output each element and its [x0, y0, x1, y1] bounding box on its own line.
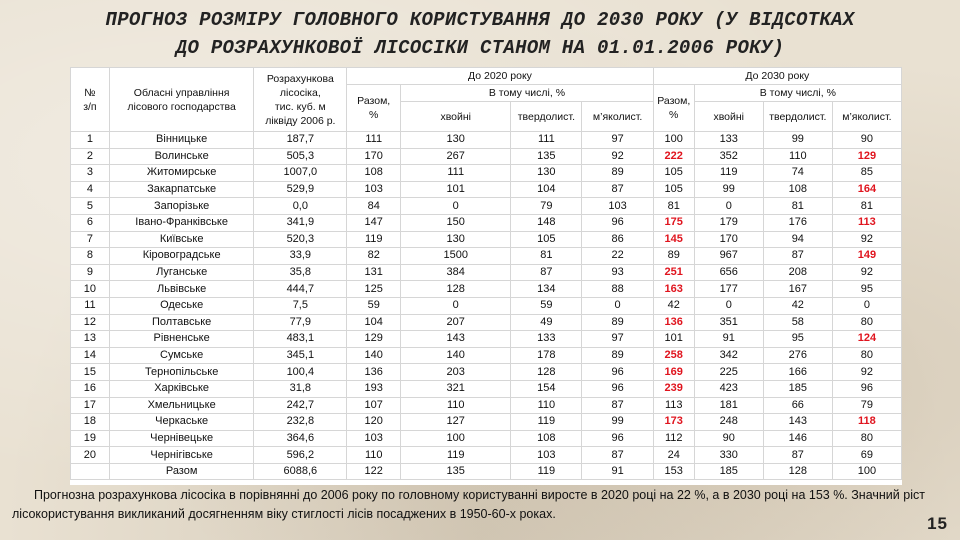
cut-volume-cell: 77,9	[254, 314, 347, 331]
title-line-2: ДО РОЗРАХУНКОВОЇ ЛІСОСІКИ СТАНОМ НА 01.01.2006 РОКУ)	[175, 37, 785, 59]
table-row	[71, 447, 902, 464]
hard-2020-cell: 134	[511, 281, 582, 298]
region-name-cell: Чернігівське	[109, 447, 254, 464]
soft-2020-cell: 92	[582, 148, 653, 165]
total-2020-cell: 131	[347, 264, 401, 281]
soft-2030-cell: 80	[832, 347, 901, 364]
total-2030-cell: 113	[653, 397, 694, 414]
total-2030-cell: 101	[653, 331, 694, 348]
total-2020-cell: 103	[347, 181, 401, 198]
conif-2020-cell: 110	[401, 397, 511, 414]
header-number	[71, 68, 110, 132]
region-name-cell: Закарпатське	[109, 181, 254, 198]
total-2020-cell: 107	[347, 397, 401, 414]
conif-2020-cell: 119	[401, 447, 511, 464]
soft-2020-cell: 96	[582, 430, 653, 447]
forecast-table	[70, 67, 902, 480]
total-2020-cell: 140	[347, 347, 401, 364]
cut-volume-cell: 100,4	[254, 364, 347, 381]
total-2030-cell: 258	[653, 347, 694, 364]
soft-2020-cell: 89	[582, 314, 653, 331]
row-number-cell: 3	[71, 165, 110, 182]
total-2020-cell: 110	[347, 447, 401, 464]
conif-2020-cell: 203	[401, 364, 511, 381]
hard-2030-cell: 166	[763, 364, 832, 381]
hard-2030-cell: 208	[763, 264, 832, 281]
table-row	[71, 331, 902, 348]
region-name-cell: Запорізьке	[109, 198, 254, 215]
region-name-cell: Одеське	[109, 297, 254, 314]
row-number-cell: 18	[71, 414, 110, 431]
total-2030-cell: 24	[653, 447, 694, 464]
table-row	[71, 297, 902, 314]
soft-2030-cell: 80	[832, 430, 901, 447]
soft-2020-cell: 93	[582, 264, 653, 281]
soft-2030-cell: 0	[832, 297, 901, 314]
total-2020-cell: 119	[347, 231, 401, 248]
header-total-2030-line1: Разом,	[657, 95, 691, 107]
hard-2020-cell: 133	[511, 331, 582, 348]
region-name-cell: Сумське	[109, 347, 254, 364]
hard-2020-cell: 130	[511, 165, 582, 182]
region-name-cell: Кіровоградське	[109, 248, 254, 265]
hard-2020-cell: 108	[511, 430, 582, 447]
conif-2030-cell: 225	[694, 364, 763, 381]
row-number-cell: 10	[71, 281, 110, 298]
row-number-cell: 17	[71, 397, 110, 414]
soft-2020-cell: 96	[582, 214, 653, 231]
hard-2030-cell: 94	[763, 231, 832, 248]
hard-2030-cell: 276	[763, 347, 832, 364]
conif-2020-cell: 384	[401, 264, 511, 281]
cut-volume-cell: 483,1	[254, 331, 347, 348]
hard-2030-cell: 81	[763, 198, 832, 215]
conif-2020-cell: 0	[401, 297, 511, 314]
cut-volume-cell: 341,9	[254, 214, 347, 231]
total-2020-cell: 111	[347, 132, 401, 149]
conif-2030-cell: 0	[694, 198, 763, 215]
conif-2030-cell: 170	[694, 231, 763, 248]
conif-2030-cell: 181	[694, 397, 763, 414]
hard-2030-cell: 110	[763, 148, 832, 165]
page-number: 15	[927, 514, 948, 533]
region-name-cell: Харківське	[109, 380, 254, 397]
hard-2020-cell: 148	[511, 214, 582, 231]
region-name-cell: Волинське	[109, 148, 254, 165]
cut-volume-cell: 35,8	[254, 264, 347, 281]
conif-2030-cell: 133	[694, 132, 763, 149]
total-2030-cell: 173	[653, 414, 694, 431]
total-2020-cell: 147	[347, 214, 401, 231]
table-row	[71, 181, 902, 198]
title-line-1: ПРОГНОЗ РОЗМІРУ ГОЛОВНОГО КОРИСТУВАННЯ ДО 2030 РОКУ (У ВІДСОТКАХ	[105, 9, 855, 31]
cut-volume-cell: 505,3	[254, 148, 347, 165]
row-number-cell: 12	[71, 314, 110, 331]
total-2030-cell: 175	[653, 214, 694, 231]
soft-2030-cell: 164	[832, 181, 901, 198]
conif-2020-cell: 143	[401, 331, 511, 348]
total-2030-cell: 145	[653, 231, 694, 248]
total-2030-cell: 100	[653, 132, 694, 149]
total-2030-cell: 105	[653, 181, 694, 198]
hard-2030-cell: 87	[763, 248, 832, 265]
row-number-cell	[71, 463, 110, 480]
conif-2030-cell: 342	[694, 347, 763, 364]
row-number-cell: 5	[71, 198, 110, 215]
hard-2020-cell: 111	[511, 132, 582, 149]
soft-2030-cell: 80	[832, 314, 901, 331]
table-row	[71, 463, 902, 480]
table-row	[71, 231, 902, 248]
region-name-cell: Івано-Франківське	[109, 214, 254, 231]
total-2020-cell: 170	[347, 148, 401, 165]
soft-2020-cell: 88	[582, 281, 653, 298]
soft-2030-cell: 124	[832, 331, 901, 348]
conif-2030-cell: 330	[694, 447, 763, 464]
row-number-cell: 11	[71, 297, 110, 314]
hard-2020-cell: 154	[511, 380, 582, 397]
header-conif-2030: хвойні	[694, 102, 763, 132]
hard-2020-cell: 49	[511, 314, 582, 331]
soft-2020-cell: 86	[582, 231, 653, 248]
soft-2030-cell: 85	[832, 165, 901, 182]
cut-volume-cell: 345,1	[254, 347, 347, 364]
total-2020-cell: 59	[347, 297, 401, 314]
soft-2030-cell: 81	[832, 198, 901, 215]
row-number-cell: 1	[71, 132, 110, 149]
cut-volume-cell: 33,9	[254, 248, 347, 265]
total-2030-cell: 163	[653, 281, 694, 298]
soft-2020-cell: 89	[582, 165, 653, 182]
total-2020-cell: 122	[347, 463, 401, 480]
table-row	[71, 214, 902, 231]
conif-2020-cell: 1500	[401, 248, 511, 265]
total-2020-cell: 125	[347, 281, 401, 298]
row-number-cell: 2	[71, 148, 110, 165]
soft-2030-cell: 92	[832, 364, 901, 381]
header-cut-line4: ліквіду 2006 р.	[265, 114, 336, 127]
soft-2030-cell: 96	[832, 380, 901, 397]
conif-2030-cell: 185	[694, 463, 763, 480]
row-number-cell: 7	[71, 231, 110, 248]
conif-2030-cell: 248	[694, 414, 763, 431]
table-body	[71, 132, 902, 480]
row-number-cell: 19	[71, 430, 110, 447]
header-incl-2020: В тому числі, %	[401, 85, 654, 102]
header-total-2020	[347, 85, 401, 132]
soft-2020-cell: 22	[582, 248, 653, 265]
soft-2020-cell: 103	[582, 198, 653, 215]
soft-2030-cell: 149	[832, 248, 901, 265]
region-name-cell: Львівське	[109, 281, 254, 298]
header-hard-2030: твердолист.	[763, 102, 832, 132]
region-name-cell: Полтавське	[109, 314, 254, 331]
conif-2020-cell: 111	[401, 165, 511, 182]
hard-2030-cell: 143	[763, 414, 832, 431]
soft-2020-cell: 87	[582, 447, 653, 464]
header-to-2020: До 2020 року	[347, 68, 653, 85]
hard-2030-cell: 185	[763, 380, 832, 397]
header-cut-line3: тис. куб. м	[274, 100, 326, 113]
hard-2020-cell: 81	[511, 248, 582, 265]
cut-volume-cell: 520,3	[254, 231, 347, 248]
total-2020-cell: 104	[347, 314, 401, 331]
row-number-cell: 8	[71, 248, 110, 265]
total-2030-cell: 42	[653, 297, 694, 314]
header-number-line1: №	[84, 86, 96, 99]
table-row	[71, 281, 902, 298]
conif-2030-cell: 90	[694, 430, 763, 447]
cut-volume-cell: 444,7	[254, 281, 347, 298]
cut-volume-cell: 1007,0	[254, 165, 347, 182]
soft-2030-cell: 129	[832, 148, 901, 165]
header-region-line2: лісового господарства	[127, 100, 236, 113]
soft-2030-cell: 92	[832, 264, 901, 281]
hard-2030-cell: 108	[763, 181, 832, 198]
table-row	[71, 380, 902, 397]
row-number-cell: 16	[71, 380, 110, 397]
header-soft-2030: м’яколист.	[832, 102, 901, 132]
header-cut	[254, 68, 347, 132]
total-2030-cell: 239	[653, 380, 694, 397]
forecast-table-container	[70, 67, 902, 485]
header-region-line1: Обласні управління	[133, 86, 230, 99]
conif-2030-cell: 99	[694, 181, 763, 198]
table-row	[71, 132, 902, 149]
total-2030-cell: 105	[653, 165, 694, 182]
soft-2020-cell: 87	[582, 397, 653, 414]
table-row	[71, 314, 902, 331]
table-row	[71, 165, 902, 182]
header-cut-line2: лісосіка,	[279, 86, 321, 99]
table-row	[71, 347, 902, 364]
soft-2030-cell: 118	[832, 414, 901, 431]
conif-2020-cell: 0	[401, 198, 511, 215]
row-number-cell: 15	[71, 364, 110, 381]
cut-volume-cell: 0,0	[254, 198, 347, 215]
conif-2020-cell: 130	[401, 231, 511, 248]
total-2030-cell: 136	[653, 314, 694, 331]
cut-volume-cell: 232,8	[254, 414, 347, 431]
hard-2030-cell: 128	[763, 463, 832, 480]
conif-2030-cell: 119	[694, 165, 763, 182]
cut-volume-cell: 364,6	[254, 430, 347, 447]
table-header	[71, 68, 902, 132]
soft-2030-cell: 95	[832, 281, 901, 298]
region-name-cell: Вінницьке	[109, 132, 254, 149]
conif-2030-cell: 967	[694, 248, 763, 265]
conif-2030-cell: 177	[694, 281, 763, 298]
conif-2020-cell: 207	[401, 314, 511, 331]
header-soft-2020: м’яколист.	[582, 102, 653, 132]
conif-2020-cell: 127	[401, 414, 511, 431]
row-number-cell: 14	[71, 347, 110, 364]
hard-2030-cell: 146	[763, 430, 832, 447]
soft-2030-cell: 92	[832, 231, 901, 248]
soft-2020-cell: 91	[582, 463, 653, 480]
hard-2030-cell: 66	[763, 397, 832, 414]
row-number-cell: 9	[71, 264, 110, 281]
cut-volume-cell: 31,8	[254, 380, 347, 397]
region-name-cell: Хмельницьке	[109, 397, 254, 414]
cut-volume-cell: 187,7	[254, 132, 347, 149]
table-row	[71, 430, 902, 447]
total-2020-cell: 193	[347, 380, 401, 397]
total-2020-cell: 136	[347, 364, 401, 381]
hard-2020-cell: 79	[511, 198, 582, 215]
header-total-2030-line2: %	[669, 109, 679, 121]
region-name-cell: Житомирське	[109, 165, 254, 182]
conif-2020-cell: 150	[401, 214, 511, 231]
region-name-cell: Черкаське	[109, 414, 254, 431]
region-name-cell: Тернопільське	[109, 364, 254, 381]
hard-2030-cell: 176	[763, 214, 832, 231]
header-region	[109, 68, 254, 132]
header-conif-2020: хвойні	[401, 102, 511, 132]
header-number-line2: з/п	[83, 100, 97, 113]
soft-2020-cell: 96	[582, 364, 653, 381]
soft-2020-cell: 89	[582, 347, 653, 364]
total-2030-cell: 251	[653, 264, 694, 281]
conif-2020-cell: 101	[401, 181, 511, 198]
total-2030-cell: 153	[653, 463, 694, 480]
conif-2030-cell: 0	[694, 297, 763, 314]
hard-2020-cell: 105	[511, 231, 582, 248]
conif-2030-cell: 423	[694, 380, 763, 397]
cut-volume-cell: 6088,6	[254, 463, 347, 480]
conif-2030-cell: 352	[694, 148, 763, 165]
hard-2020-cell: 119	[511, 414, 582, 431]
hard-2030-cell: 167	[763, 281, 832, 298]
soft-2020-cell: 0	[582, 297, 653, 314]
total-2020-cell: 129	[347, 331, 401, 348]
soft-2020-cell: 97	[582, 331, 653, 348]
hard-2020-cell: 110	[511, 397, 582, 414]
conif-2020-cell: 267	[401, 148, 511, 165]
row-number-cell: 13	[71, 331, 110, 348]
header-to-2030: До 2030 року	[653, 68, 901, 85]
total-2020-cell: 108	[347, 165, 401, 182]
hard-2030-cell: 58	[763, 314, 832, 331]
region-name-cell: Чернівецьке	[109, 430, 254, 447]
soft-2020-cell: 99	[582, 414, 653, 431]
table-row	[71, 364, 902, 381]
hard-2020-cell: 103	[511, 447, 582, 464]
hard-2030-cell: 42	[763, 297, 832, 314]
soft-2030-cell: 79	[832, 397, 901, 414]
total-2030-cell: 112	[653, 430, 694, 447]
conif-2020-cell: 140	[401, 347, 511, 364]
page-title	[0, 6, 960, 62]
table-row	[71, 397, 902, 414]
conif-2030-cell: 179	[694, 214, 763, 231]
row-number-cell: 6	[71, 214, 110, 231]
cut-volume-cell: 529,9	[254, 181, 347, 198]
hard-2020-cell: 128	[511, 364, 582, 381]
total-2020-cell: 103	[347, 430, 401, 447]
cut-volume-cell: 7,5	[254, 297, 347, 314]
conif-2030-cell: 91	[694, 331, 763, 348]
hard-2030-cell: 99	[763, 132, 832, 149]
conif-2020-cell: 321	[401, 380, 511, 397]
soft-2030-cell: 100	[832, 463, 901, 480]
soft-2030-cell: 113	[832, 214, 901, 231]
header-incl-2030: В тому числі, %	[694, 85, 901, 102]
total-2020-cell: 84	[347, 198, 401, 215]
soft-2030-cell: 90	[832, 132, 901, 149]
table-row	[71, 148, 902, 165]
header-hard-2020: твердолист.	[511, 102, 582, 132]
total-2030-cell: 169	[653, 364, 694, 381]
total-2030-cell: 222	[653, 148, 694, 165]
hard-2020-cell: 178	[511, 347, 582, 364]
total-2030-cell: 89	[653, 248, 694, 265]
hard-2020-cell: 59	[511, 297, 582, 314]
table-row	[71, 198, 902, 215]
soft-2030-cell: 69	[832, 447, 901, 464]
table-row	[71, 248, 902, 265]
total-2020-cell: 82	[347, 248, 401, 265]
hard-2020-cell: 87	[511, 264, 582, 281]
conif-2020-cell: 135	[401, 463, 511, 480]
total-2020-cell: 120	[347, 414, 401, 431]
hard-2020-cell: 119	[511, 463, 582, 480]
conif-2030-cell: 351	[694, 314, 763, 331]
region-name-cell: Разом	[109, 463, 254, 480]
table-row	[71, 414, 902, 431]
cut-volume-cell: 242,7	[254, 397, 347, 414]
soft-2020-cell: 87	[582, 181, 653, 198]
hard-2030-cell: 74	[763, 165, 832, 182]
row-number-cell: 4	[71, 181, 110, 198]
hard-2020-cell: 135	[511, 148, 582, 165]
region-name-cell: Луганське	[109, 264, 254, 281]
soft-2020-cell: 96	[582, 380, 653, 397]
row-number-cell: 20	[71, 447, 110, 464]
soft-2020-cell: 97	[582, 132, 653, 149]
conif-2020-cell: 130	[401, 132, 511, 149]
conif-2020-cell: 100	[401, 430, 511, 447]
table-row	[71, 264, 902, 281]
hard-2030-cell: 87	[763, 447, 832, 464]
region-name-cell: Рівненське	[109, 331, 254, 348]
header-total-2030	[653, 85, 694, 132]
hard-2020-cell: 104	[511, 181, 582, 198]
header-cut-line1: Розрахункова	[266, 72, 334, 85]
header-total-2020-line2: %	[369, 109, 379, 121]
conif-2030-cell: 656	[694, 264, 763, 281]
footer-summary: Прогнозна розрахункова лісосіка в порівнянні до 2006 року по головному користуванні виросте в 2020 році на 22 %, а в 2030 році на 153 %. Значний ріст лісокористування викликаний досягненням віку стиглості лісів посаджених в 1950-60-х роках.	[12, 488, 925, 521]
conif-2020-cell: 128	[401, 281, 511, 298]
region-name-cell: Київське	[109, 231, 254, 248]
hard-2030-cell: 95	[763, 331, 832, 348]
header-total-2020-line1: Разом,	[357, 95, 391, 107]
cut-volume-cell: 596,2	[254, 447, 347, 464]
total-2030-cell: 81	[653, 198, 694, 215]
